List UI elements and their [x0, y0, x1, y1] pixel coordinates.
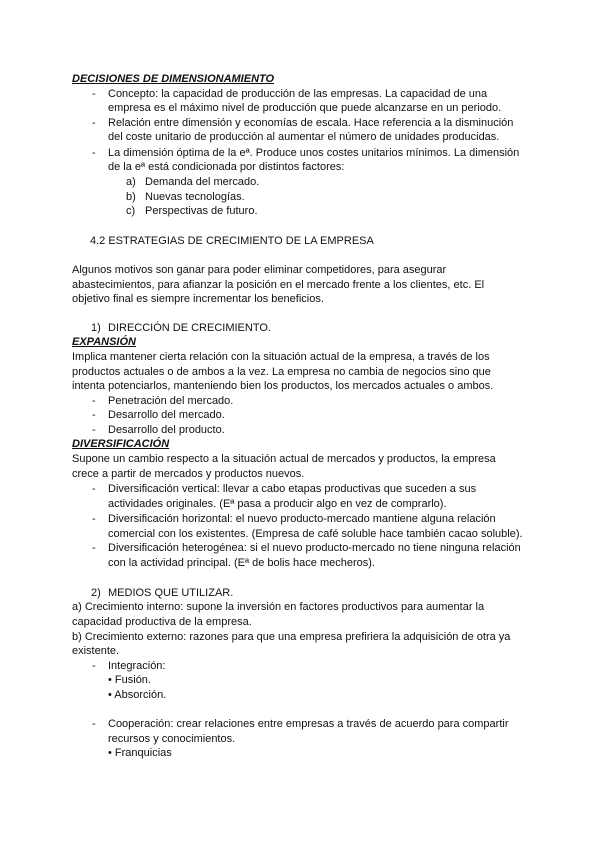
diversificacion-item: Diversificación vertical: llevar a cabo etapas productivas que suceden a sus [108, 483, 477, 495]
cooperacion-text: Cooperación: crear relaciones entre empresas a través de acuerdo para compartir [108, 718, 509, 730]
sub-item: • Franquicias [108, 747, 172, 759]
section-title-estrategias: 4.2 ESTRATEGIAS DE CRECIMIENTO DE LA EMPRESA [90, 235, 374, 247]
diversificacion-item: con la actividad principal. (Eª de bolis hace mecheros). [108, 557, 375, 569]
bullet-dash: - [92, 718, 96, 730]
section-heading-dimensionamiento: DECISIONES DE DIMENSIONAMIENTO [72, 73, 275, 85]
paragraph-line: productos actuales o de ambos a la vez. La empresa no cambia de negocios sino que [72, 366, 491, 378]
paragraph-line: abastecimientos, para afianzar la posición en el mercado frente a los clientes, etc. El [72, 279, 485, 291]
paragraph-line: existente. [72, 645, 120, 657]
paragraph-line: Algunos motivos son ganar para poder eliminar competidores, para asegurar [72, 264, 447, 276]
paragraph-line: b) Crecimiento externo: razones para que una empresa prefiriera la adquisición de otra ya [72, 631, 511, 643]
subsection-title-direccion: DIRECCIÓN DE CRECIMIENTO. [108, 322, 271, 334]
bullet-text: del coste unitario de producción al aumentar el número de unidades producidas. [108, 131, 500, 143]
diversificacion-item: comercial con los existentes. (Empresa de café soluble hace también cacao soluble). [108, 528, 523, 540]
factor-item: Demanda del mercado. [145, 176, 260, 188]
expansion-item: Desarrollo del mercado. [108, 409, 225, 421]
paragraph-line: objetivo final es siempre incrementar los beneficios. [72, 293, 324, 305]
cooperacion-text: recursos y conocimientos. [108, 733, 236, 745]
bullet-dash: - [92, 542, 96, 554]
bullet-dash: - [92, 483, 96, 495]
list-letter: a) [126, 176, 136, 188]
bullet-dash: - [92, 117, 96, 129]
list-number: 2) [91, 587, 101, 599]
bullet-dash: - [92, 395, 96, 407]
list-letter: b) [126, 191, 136, 203]
paragraph-line: crece a partir de mercados y productos nuevos. [72, 468, 305, 480]
paragraph-line: a) Crecimiento interno: supone la inversión en factores productivos para aumentar la [72, 601, 485, 613]
list-letter: c) [126, 205, 136, 217]
bullet-dash: - [92, 660, 96, 672]
subsection-title-medios: MEDIOS QUE UTILIZAR. [108, 587, 234, 599]
factor-item: Nuevas tecnologías. [145, 191, 245, 203]
bullet-text: de la eª está condicionada por distintos factores: [108, 161, 345, 173]
factor-item: Perspectivas de futuro. [145, 205, 258, 217]
bullet-dash: - [92, 88, 96, 100]
bullet-dash: - [92, 147, 96, 159]
list-number: 1) [91, 322, 101, 334]
heading-expansion: EXPANSIÓN [72, 336, 136, 348]
heading-diversificacion: DIVERSIFICACIÓN [72, 438, 170, 450]
diversificacion-item: Diversificación heterogénea: si el nuevo producto-mercado no tiene ninguna relación [108, 542, 521, 554]
bullet-text: Relación entre dimensión y economías de escala. Hace referencia a la disminución [108, 117, 514, 129]
bullet-text: empresa es el máximo nivel de producción que puede alcanzarse en un periodo. [108, 102, 502, 114]
bullet-dash: - [92, 513, 96, 525]
bullet-text: La dimensión óptima de la eª. Produce unos costes unitarios mínimos. La dimensión [108, 147, 520, 159]
sub-item: • Absorción. [108, 689, 167, 701]
bullet-text: Concepto: la capacidad de producción de las empresas. La capacidad de una [108, 88, 488, 100]
integracion-label: Integración: [108, 660, 166, 672]
bullet-dash: - [92, 424, 96, 436]
diversificacion-item: actividades originales. (Eª pasa a producir algo en vez de comprarlo). [108, 498, 447, 510]
expansion-item: Penetración del mercado. [108, 395, 234, 407]
paragraph-line: Implica mantener cierta relación con la situación actual de la empresa, a través de los [72, 351, 490, 363]
paragraph-line: Supone un cambio respecto a la situación actual de mercados y productos, la empresa [72, 453, 496, 465]
paragraph-line: intenta potenciarlos, manteniendo bien los productos, los mercados actuales o ambos. [72, 380, 494, 392]
paragraph-line: capacidad productiva de la empresa. [72, 616, 252, 628]
bullet-dash: - [92, 409, 96, 421]
diversificacion-item: Diversificación horizontal: el nuevo producto-mercado mantiene alguna relación [108, 513, 496, 525]
expansion-item: Desarrollo del producto. [108, 424, 225, 436]
sub-item: • Fusión. [108, 674, 151, 686]
